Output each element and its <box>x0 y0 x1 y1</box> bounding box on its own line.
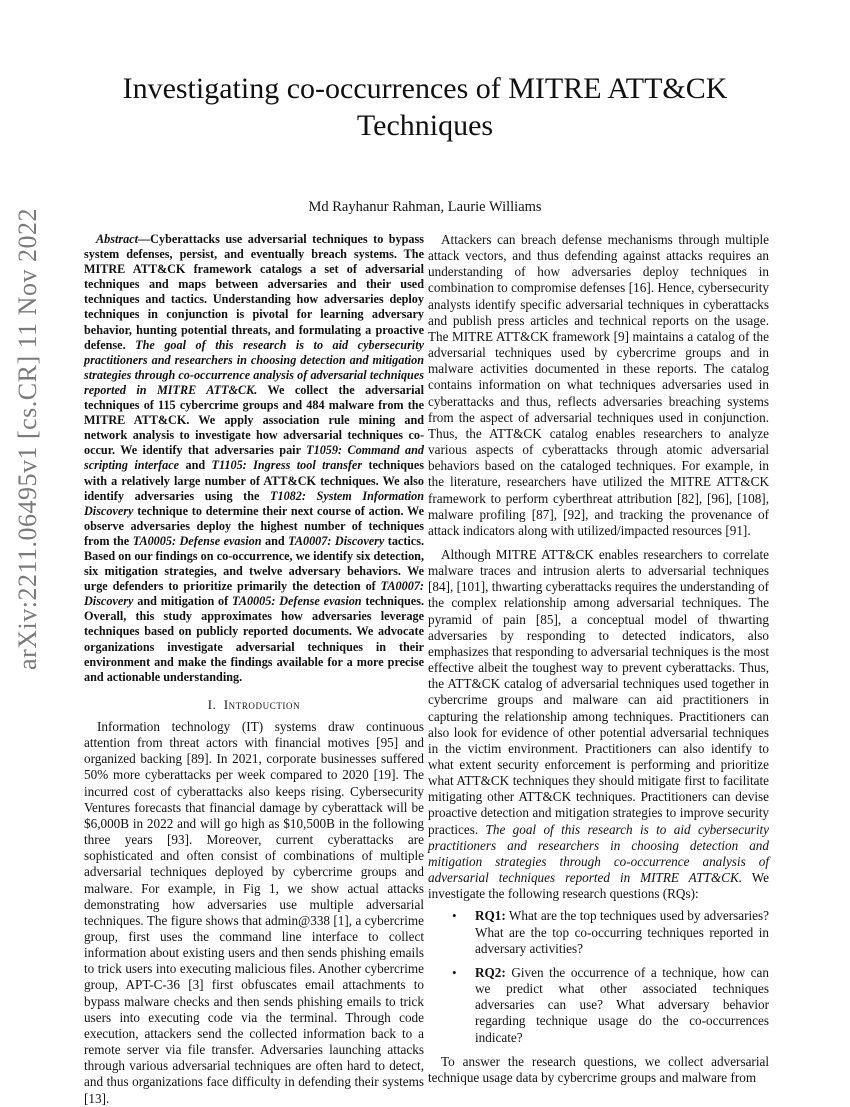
intro-paragraph-4: To answer the research questions, we collect adversarial technique usage data by cybercrime groups and malware from <box>428 1053 769 1085</box>
abstract-goal: The goal of this research is to aid cybersecurity practitioners and researchers in choosing detection and mitigation strategies through co-occurrence analysis of adversarial techniques reported in MITRE ATT&CK. <box>84 337 424 397</box>
technique-ref: T1082: System Information Discovery <box>84 488 425 518</box>
rq-label: RQ2: <box>475 964 506 980</box>
intro-paragraph-2: Attackers can breach defense mechanisms through multiple attack vectors, and thus defending against attacks requires an understanding of how adversaries deploy techniques in combination to compromise defenses [16]. Hence, cybersecurity analysts identify specific adversarial techniques in cyberattacks and publish press articles and technical reports on the usage. The MITRE ATT&CK framework [9] maintains a catalog of the adversarial techniques used by cybercrime groups and in malware activities documented in these reports. The catalog contains information on what techniques adversaries used in cyberattacks and thus, reflects adversaries breaching systems from the aspect of adversarial techniques used in conjunction. Thus, the ATT&CK catalog enables researchers to analyze various aspects of cyberattacks through atomic adversarial behaviors based on the cataloged techniques. For example, in the literature, researchers have utilized the MITRE ATT&CK framework to perform cyberthreat attribution [82], [96], [108], malware profiling [87], [92], and tracking the provenance of attack indicators along with utilized/impacted resources [91]. <box>428 232 769 538</box>
paragraph-text: Although MITRE ATT&CK enables researchers to correlate malware traces and intrusion alerts to adversarial techniques [84], [101], thwarting cyberattacks requires the understanding of the complex relationship among adversarial techniques. The pyramid of pain [85], a conceptual model of thwarting adversaries by responding to detected indicators, also emphasizes that responding to adversarial techniques is the most effective albeit the toughest way to prevent cyberattacks. Thus, the ATT&CK catalog of adversarial techniques used together in cybercrime groups and malware can aid practitioners in capturing the relationship among techniques. Practitioners can also look for evidence of other potential adversarial techniques in the victim environment. Practitioners can also identify to what extent security enforcement is performing and prioritize what ATT&CK techniques they should mitigate first to facilitate mitigating other ATT&CK techniques. Practitioners can devise proactive detection and mitigation strategies to improve security practices. <box>428 546 769 837</box>
abstract-text: techniques with a relatively large number of ATT&CK techniques. We also identify adversaries using the <box>84 458 424 503</box>
rq-text: What are the top techniques used by adversaries? What are the top co-occurring techniques reported in adversary activities? <box>475 908 769 956</box>
abstract <box>84 232 424 685</box>
intro-paragraph-3 <box>428 547 769 902</box>
left-column <box>84 232 424 1107</box>
intro-paragraph-1: Information technology (IT) systems draw continuous attention from threat actors with financial motives [95] and organized backing [89]. In 2021, corporate businesses suffered 50% more cyberattacks per week compared to 2020 [19]. The incurred cost of cyberattacks also keeps rising. Cybersecurity Ventures forecasts that financial damage by cyberattack will be $6,000B in 2022 and will go high as $10,500B in the following three years [93]. Moreover, current cyberattacks are sophisticated and often consist of combinations of multiple adversarial techniques deployed by cybercrime groups and malware. For example, in Fig 1, we show actual attacks demonstrating how adversaries use multiple adversarial techniques. The figure shows that admin@338 [1], a cybercrime group, first uses the command line interface to collect information about existing users and then sends phishing emails to trick users into executing malicious files. Another cybercrime group, APT-C-36 [3] first obfuscates email attachments to bypass malware checks and then sends phishing emails to trick users into executing code via the terminal. Through code execution, attackers send the collected information back to a remote server via file transfer. Adversaries launching attacks through various adversarial techniques are often hard to detect, and thus organizations face difficulty in defending their systems [13]. <box>84 718 424 1106</box>
tactic-ref: TA0005: Defense evasion <box>232 594 362 609</box>
research-question-2 <box>428 965 769 1046</box>
research-question-1 <box>428 908 769 956</box>
rq-label: RQ1: <box>475 908 506 924</box>
section-number: I. <box>207 697 217 712</box>
technique-ref: T1105: Ingress tool transfer <box>211 458 363 473</box>
paragraph-text: We investigate the following research questions (RQs): <box>428 870 769 902</box>
paper-title <box>60 70 790 144</box>
abstract-text: techniques. Overall, this study approximates how adversaries leverage techniques based on publicly reported documents. We advocate organizations investigate adversarial techniques in their environment and make the findings available for a more precise and actionable understanding. <box>84 594 424 684</box>
tactic-ref: TA0007: Discovery <box>288 533 385 548</box>
research-goal: The goal of this research is to aid cybersecurity practitioners and researchers in choosing detection and mitigation strategies through co-occurrence analysis of adversarial techniques reported in MITRE ATT&CK. <box>428 821 770 886</box>
paper-authors: Md Rayhanur Rahman, Laurie Williams <box>308 199 542 215</box>
arxiv-identifier: arXiv:2211.06495v1 [cs.CR] 11 Nov 2022 <box>13 208 42 670</box>
tactic-ref: TA0005: Defense evasion <box>132 533 262 548</box>
title-line-2: Techniques <box>356 109 494 142</box>
bullet-icon: • <box>452 908 457 924</box>
abstract-text: and mitigation of <box>133 594 233 609</box>
bullet-icon: • <box>452 964 457 980</box>
tactic-ref: TA0007: Discovery <box>84 579 424 609</box>
abstract-label: Abstract <box>96 232 138 246</box>
title-line-1: Investigating co-occurrences of MITRE ATT&CK <box>122 72 728 105</box>
abstract-text: tactics. Based on our findings on co-occurrence, we identify six detection, six mitigation strategies, and twelve adversary behaviors. We urge defenders to prioritize primarily the detection of <box>84 533 424 594</box>
right-column <box>428 232 769 1086</box>
abstract-text: We collect the adversarial techniques of 115 cybercrime groups and 484 malware from the MITRE ATT&CK. We apply association rule mining and network analysis to investigate how adversarial techniques co-occur. We identify that adversaries pair <box>84 382 424 458</box>
abstract-text: —Cyberattacks use adversarial techniques to bypass system defenses, persist, and eventually breach systems. The MITRE ATT&CK framework catalogs a set of adversarial techniques and maps between adversaries and their used techniques and tactics. Understanding how adversaries deploy techniques in conjunction is pivotal for learning adversary behavior, hunting potential threats, and formulating a proactive defense. <box>84 232 424 352</box>
research-questions <box>428 908 769 1045</box>
section-heading <box>84 697 424 713</box>
technique-ref: T1059: Command and scripting interface <box>84 443 424 473</box>
abstract-text: and <box>179 458 212 473</box>
section-title: Introduction <box>223 697 301 712</box>
rq-text: Given the occurrence of a technique, how can we predict what other associated techniques adversaries can use? What adversary behavior regarding technique usage do the co-occurrences indicate? <box>475 964 769 1045</box>
abstract-text: technique to determine their next course of action. We observe adversaries deploy the highest number of techniques from the <box>84 503 424 548</box>
abstract-text: and <box>261 533 289 548</box>
